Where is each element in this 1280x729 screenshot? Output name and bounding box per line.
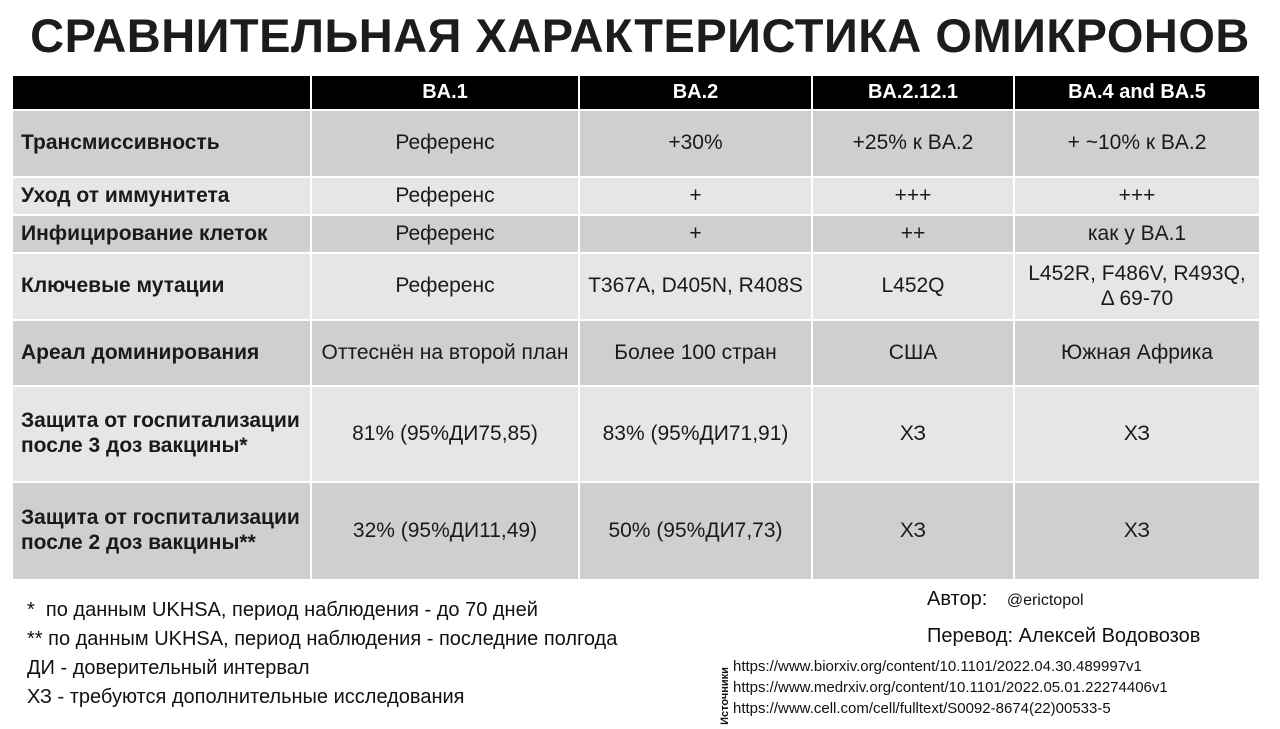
- header-ba2121: BA.2.12.1: [812, 75, 1014, 110]
- row-label: Инфицирование клеток: [12, 215, 311, 253]
- table-cell: США: [812, 320, 1014, 386]
- footnote: * по данным UKHSA, период наблюдения - до 70 дней: [27, 599, 538, 621]
- table-cell: ХЗ: [1014, 482, 1260, 580]
- table-cell: L452Q: [812, 253, 1014, 320]
- footnotes: [27, 596, 617, 712]
- source-link[interactable]: https://www.cell.com/cell/fulltext/S0092-8674(22)00533-5: [733, 700, 1111, 717]
- table-cell: Оттеснён на второй план: [311, 320, 579, 386]
- row-label: Защита от госпитализации после 2 доз вакцины**: [12, 482, 311, 580]
- table-cell: ++: [812, 215, 1014, 253]
- comparison-table: [11, 74, 1261, 581]
- row-label: Ареал доминирования: [12, 320, 311, 386]
- page-title: СРАВНИТЕЛЬНАЯ ХАРАКТЕРИСТИКА ОМИКРОНОВ: [30, 9, 1250, 62]
- table-cell: как у BA.1: [1014, 215, 1260, 253]
- table-cell: +: [579, 177, 812, 215]
- table-row-dominance-area: [12, 320, 1260, 386]
- header-ba2: BA.2: [579, 75, 812, 110]
- table-cell: 50% (95%ДИ7,73): [579, 482, 812, 580]
- table-cell: ХЗ: [1014, 386, 1260, 482]
- table-cell: +++: [812, 177, 1014, 215]
- footnote: ХЗ - требуются дополнительные исследования: [27, 686, 465, 708]
- table-cell: Референс: [311, 110, 579, 177]
- header-ba1: BA.1: [311, 75, 579, 110]
- sources-label: Источники: [719, 667, 731, 725]
- table-cell: +: [579, 215, 812, 253]
- table-cell: L452R, F486V, R493Q, Δ 69-70: [1014, 253, 1260, 320]
- footnote: ДИ - доверительный интервал: [27, 657, 310, 679]
- author-label: Автор:: [927, 588, 988, 610]
- translator-credit: Перевод: Алексей Водовозов: [927, 625, 1201, 647]
- table-cell: 83% (95%ДИ71,91): [579, 386, 812, 482]
- table-row-transmissivity: [12, 110, 1260, 177]
- table-cell: +30%: [579, 110, 812, 177]
- table-row-key-mutations: [12, 253, 1260, 320]
- header-ba4-ba5: BA.4 and BA.5: [1014, 75, 1260, 110]
- table-row-immune-escape: [12, 177, 1260, 215]
- header-row: [12, 75, 1260, 110]
- row-label: Защита от госпитализации после 3 доз вакцины*: [12, 386, 311, 482]
- table-row-protection-2-doses: [12, 482, 1260, 580]
- table-cell: Референс: [311, 215, 579, 253]
- table-row-cell-infection: [12, 215, 1260, 253]
- author-credit: [927, 588, 1084, 611]
- author-handle: @erictopol: [1006, 592, 1084, 609]
- table-cell: Референс: [311, 177, 579, 215]
- table-cell: ХЗ: [812, 386, 1014, 482]
- row-label: Ключевые мутации: [12, 253, 311, 320]
- table-cell: + ~10% к BA.2: [1014, 110, 1260, 177]
- source-link[interactable]: https://www.biorxiv.org/content/10.1101/2022.04.30.489997v1: [733, 658, 1142, 675]
- table-row-protection-3-doses: [12, 386, 1260, 482]
- table-cell: 32% (95%ДИ11,49): [311, 482, 579, 580]
- table-cell: T367A, D405N, R408S: [579, 253, 812, 320]
- table-cell: Референс: [311, 253, 579, 320]
- row-label: Трансмиссивность: [12, 110, 311, 177]
- sources-list: [733, 656, 1168, 719]
- table-cell: Более 100 стран: [579, 320, 812, 386]
- table-cell: ХЗ: [812, 482, 1014, 580]
- row-label: Уход от иммунитета: [12, 177, 311, 215]
- table-cell: Южная Африка: [1014, 320, 1260, 386]
- header-corner: [12, 75, 311, 110]
- table-cell: +++: [1014, 177, 1260, 215]
- table-cell: +25% к BA.2: [812, 110, 1014, 177]
- source-link[interactable]: https://www.medrxiv.org/content/10.1101/2022.05.01.22274406v1: [733, 679, 1168, 696]
- footnote: ** по данным UKHSA, период наблюдения - последние полгода: [27, 628, 618, 650]
- table-cell: 81% (95%ДИ75,85): [311, 386, 579, 482]
